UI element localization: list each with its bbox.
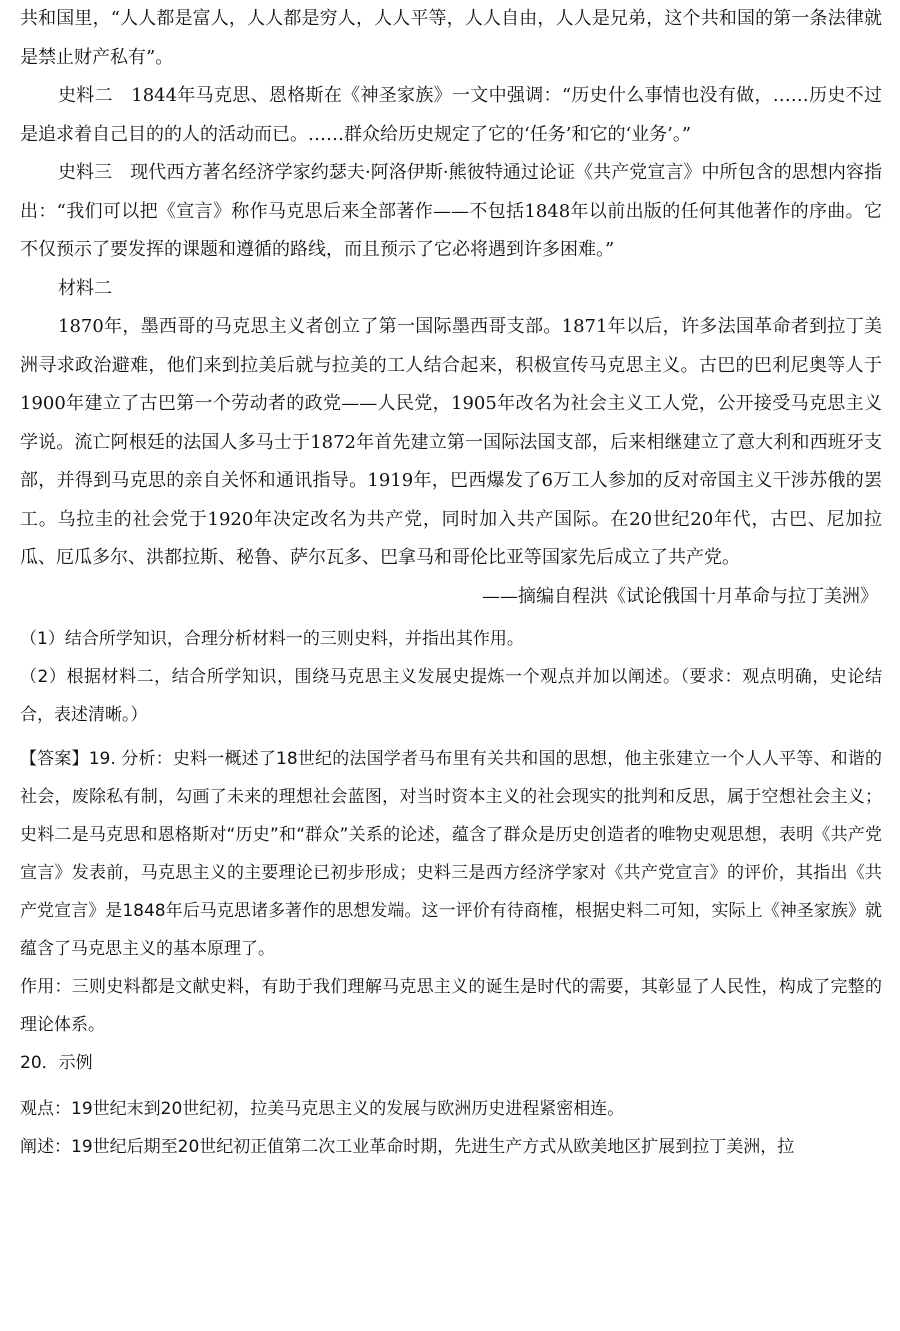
answer-20-elaboration: 阐述：19世纪后期至20世纪初正值第二次工业革命时期，先进生产方式从欧美地区扩展到拉丁美洲，拉 (20, 1137, 795, 1157)
answer-19-analysis: 【答案】19. 分析：史料一概述了18世纪的法国学者马布里有关共和国的思想，他主张建立一个人人平等、和谐的社会，废除私有制，勾画了未来的理想社会蓝图，对当时资本主义的社会现实的批判和反思，属于空想社会主义；史料二是马克思和恩格斯对“历史”和“群众”关系的论述，蕴含了群众是历史创造者的唯物史观思想，表明《共产党宣言》发表前，马克思主义的主要理论已初步形成；史料三是西方经济学家对《共产党宣言》的评价，其指出《共产党宣言》是1848年后马克思诸多著作的思想发端。这一评价有待商榷，根据史料二可知，实际上《神圣家族》就蕴含了马克思主义的基本原理了。 (20, 749, 882, 959)
source-three: 史料三 现代西方著名经济学家约瑟夫·阿洛伊斯·熊彼特通过论证《共产党宣言》中所包含的思想内容指出：“我们可以把《宣言》称作马克思后来全部著作——不包括1848年以前出版的任何其他著作的序曲。它不仅预示了要发挥的课题和遵循的路线，而且预示了它必将遇到许多困难。” (20, 162, 882, 260)
document-page (20, 0, 882, 1166)
question-one: （1）结合所学知识，合理分析材料一的三则史料，并指出其作用。 (20, 629, 524, 649)
question-two: （2）根据材料二，结合所学知识，围绕马克思主义发展史提炼一个观点并加以阐述。（要求：观点明确，史论结合，表述清晰。） (20, 667, 882, 725)
material-two-heading: 材料二 (58, 277, 112, 299)
answer-20-viewpoint: 观点：19世纪末到20世纪初，拉美马克思主义的发展与欧洲历史进程紧密相连。 (20, 1099, 625, 1119)
material1-continuation: 共和国里，“人人都是富人，人人都是穷人，人人平等，人人自由，人人是兄弟，这个共和国的第一条法律就是禁止财产私有”。 (20, 8, 882, 68)
source-two: 史料二 1844年马克思、恩格斯在《神圣家族》一文中强调：“历史什么事情也没有做，……历史不过是追求着自己目的的人的活动而已。……群众给历史规定了它的‘任务’和它的‘业务’。” (20, 85, 882, 145)
answer-19-function: 作用：三则史料都是文献史料，有助于我们理解马克思主义的诞生是时代的需要，其彰显了人民性，构成了完整的理论体系。 (20, 977, 882, 1035)
material-two-body: 1870年，墨西哥的马克思主义者创立了第一国际墨西哥支部。1871年以后，许多法国革命者到拉丁美洲寻求政治避难，他们来到拉美后就与拉美的工人结合起来，积极宣传马克思主义。古巴的巴利尼奥等人于1900年建立了古巴第一个劳动者的政党——人民党，1905年改名为社会主义工人党，公开接受马克思主义学说。流亡阿根廷的法国人多马士于1872年首先建立第一国际法国支部，后来相继建立了意大利和西班牙支部，并得到马克思的亲自关怀和通讯指导。1919年，巴西爆发了6万工人参加的反对帝国主义干涉苏俄的罢工。乌拉圭的社会党于1920年决定改名为共产党，同时加入共产国际。在20世纪20年代，古巴、尼加拉瓜、厄瓜多尔、洪都拉斯、秘鲁、萨尔瓦多、巴拿马和哥伦比亚等国家先后成立了共产党。 (20, 316, 882, 568)
material-two-source: ——摘编自程洪《试论俄国十月革命与拉丁美洲》 (482, 585, 878, 607)
answer-20-label: 20．示例 (20, 1053, 93, 1073)
